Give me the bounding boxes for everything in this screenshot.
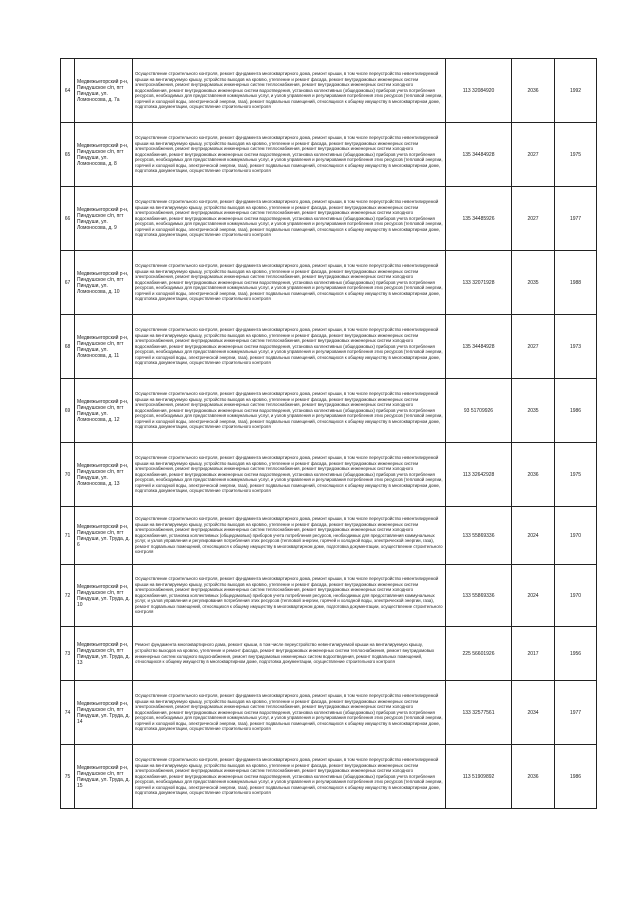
- table-row: [61, 681, 597, 745]
- works-description: Осуществление строительного контроля, ремонт фундамента многоквартирного дома, ремонт крыши, в том числе переустройство невентилируемой крыши на вентилируемую крышу, устройство выходов на кровлю, утепление и ремонт фасада, ремонт внутридомовых инженерных систем электроснабжения, ремонт внутридомовых инженерных систем теплоснабжения, ремонт внутридомовых инженерных систем холодного водоснабжения, ремонт внутридомовых инженерных систем водоотведения, установка коллективных (общедомовых) приборов учета потребления ресурсов, необходимых для предоставления коммунальных услуг, и узлов управления и регулирования потребления этих ресурсов (тепловой энергии, горячей и холодной воды, электрической энергии, газа), ремонт подвальных помещений, относящихся к общему имуществу в многоквартирном доме, подготовка документации, осуществление строительного контроля: [133, 443, 446, 507]
- works-description: Ремонт фундамента многоквартирного дома, ремонт крыши, в том числе переустройство невентилируемой крыши на вентилируемую крышу, устройство выходов на кровлю, утепление и ремонт фасада, ремонт внутридомовых инженерных систем теплоснабжения, ремонт внутридомовых инженерных систем холодного водоснабжения, ремонт внутридомовых инженерных систем водоотведения, ремонт подвальных помещений, относящихся к общему имуществу в многоквартирном доме, подготовка документации, осуществление строительного контроля: [133, 627, 446, 681]
- total-cost: 135 34485926: [446, 187, 512, 251]
- year-built: 1988: [555, 251, 597, 315]
- total-cost: 113 32084920: [446, 59, 512, 123]
- works-description: Осуществление строительного контроля, ремонт фундамента многоквартирного дома, ремонт крыши, в том числе переустройство невентилируемой крыши на вентилируемую крышу, устройство выходов на кровлю, утепление и ремонт фасада, ремонт внутридомовых инженерных систем электроснабжения, ремонт внутридомовых инженерных систем теплоснабжения, ремонт внутридомовых инженерных систем холодного водоснабжения, ремонт внутридомовых инженерных систем водоотведения, установка коллективных (общедомовых) приборов учета потребления ресурсов, необходимых для предоставления коммунальных услуг, и узлов управления и регулирования потребления этих ресурсов (тепловой энергии, горячей и холодной воды, электрической энергии, газа), ремонт подвальных помещений, относящихся к общему имуществу в многоквартирном доме, подготовка документации, осуществление строительного контроля: [133, 681, 446, 745]
- year-built: 1977: [555, 681, 597, 745]
- total-cost: 133 32071928: [446, 251, 512, 315]
- row-number: 75: [61, 745, 75, 809]
- year-built: 1973: [555, 315, 597, 379]
- row-number: 74: [61, 681, 75, 745]
- house-address: Медвежьегорский р-н, Пиндушское с/п, пгт Пиндуши, ул. Ломоносова, д. 11: [75, 315, 133, 379]
- total-cost: 133 32577561: [446, 681, 512, 745]
- year-built: 1975: [555, 443, 597, 507]
- planned-year: 2027: [512, 315, 555, 379]
- planned-year: 2036: [512, 443, 555, 507]
- house-address: Медвежьегорский р-н, Пиндушское с/п, пгт Пиндуши, ул. Ломоносова, д. 12: [75, 379, 133, 443]
- table-row: [61, 443, 597, 507]
- house-address: Медвежьегорский р-н, Пиндушское с/п, пгт Пиндуши, ул. Труда, д. 6: [75, 507, 133, 565]
- row-number: 72: [61, 565, 75, 627]
- year-built: 1970: [555, 507, 597, 565]
- total-cost: 225 56601926: [446, 627, 512, 681]
- table-row: [61, 123, 597, 187]
- total-cost: 133 55869336: [446, 565, 512, 627]
- year-built: 1992: [555, 59, 597, 123]
- house-address: Медвежьегорский р-н, Пиндушское с/п, пгт Пиндуши, ул. Ломоносова, д. 8: [75, 123, 133, 187]
- house-address: Медвежьегорский р-н, Пиндушское с/п, пгт Пиндуши, ул. Труда, д. 15: [75, 745, 133, 809]
- works-description: Осуществление строительного контроля, ремонт фундамента многоквартирного дома, ремонт крыши, в том числе переустройство невентилируемой крыши на вентилируемую крышу, устройство выходов на кровлю, утепление и ремонт фасада, ремонт внутридомовых инженерных систем электроснабжения, ремонт внутридомовых инженерных систем теплоснабжения, ремонт внутридомовых инженерных систем холодного водоснабжения, ремонт внутридомовых инженерных систем водоотведения, установка коллективных (общедомовых) приборов учета потребления ресурсов, необходимых для предоставления коммунальных услуг, и узлов управления и регулирования потребления этих ресурсов (тепловой энергии, горячей и холодной воды, электрической энергии, газа), ремонт подвальных помещений, относящихся к общему имуществу в многоквартирном доме, подготовка документации, осуществление строительного контроля: [133, 123, 446, 187]
- row-number: 67: [61, 251, 75, 315]
- table-row: [61, 565, 597, 627]
- total-cost: 133 55869336: [446, 507, 512, 565]
- row-number: 65: [61, 123, 75, 187]
- total-cost: 93 51709926: [446, 379, 512, 443]
- year-built: 1986: [555, 745, 597, 809]
- planned-year: 2027: [512, 187, 555, 251]
- planned-year: 2035: [512, 379, 555, 443]
- total-cost: 113 32642928: [446, 443, 512, 507]
- planned-year: 2024: [512, 565, 555, 627]
- house-address: Медвежьегорский р-н, Пиндушское с/п, пгт Пиндуши, ул. Ломоносова, д. 10: [75, 251, 133, 315]
- planned-year: 2017: [512, 627, 555, 681]
- planned-year: 2034: [512, 681, 555, 745]
- works-description: Осуществление строительного контроля, ремонт фундамента многоквартирного дома, ремонт крыши, в том числе переустройство невентилируемой крыши на вентилируемую крышу, устройство выходов на кровлю, утепление и ремонт фасада, ремонт внутридомовых инженерных систем электроснабжения, ремонт внутридомовых инженерных систем теплоснабжения, ремонт внутридомовых инженерных систем холодного водоснабжения, ремонт внутридомовых инженерных систем водоотведения, установка коллективных (общедомовых) приборов учета потребления ресурсов, необходимых для предоставления коммунальных услуг, и узлов управления и регулирования потребления этих ресурсов (тепловой энергии, горячей и холодной воды, электрической энергии, газа), ремонт подвальных помещений, относящихся к общему имуществу в многоквартирном доме, подготовка документации, осуществление строительного контроля: [133, 187, 446, 251]
- table-row: [61, 315, 597, 379]
- works-description: Осуществление строительного контроля, ремонт фундамента многоквартирного дома, ремонт крыши, в том числе переустройство невентилируемой крыши на вентилируемую крышу, устройство выходов на кровлю, утепление и ремонт фасада, ремонт внутридомовых инженерных систем электроснабжения, ремонт внутридомовых инженерных систем теплоснабжения, ремонт внутридомовых инженерных систем холодного водоснабжения, ремонт внутридомовых инженерных систем водоотведения, установка коллективных (общедомовых) приборов учета потребления ресурсов, необходимых для предоставления коммунальных услуг, и узлов управления и регулирования потребления этих ресурсов (тепловой энергии, горячей и холодной воды, электрической энергии, газа), ремонт подвальных помещений, относящихся к общему имуществу в многоквартирном доме, подготовка документации, осуществление строительного контроля: [133, 251, 446, 315]
- table-row: [61, 627, 597, 681]
- table-row: [61, 507, 597, 565]
- table-row: [61, 379, 597, 443]
- year-built: 1970: [555, 565, 597, 627]
- repair-program-table: [60, 58, 597, 809]
- planned-year: 2024: [512, 507, 555, 565]
- planned-year: 2027: [512, 123, 555, 187]
- house-address: Медвежьегорский р-н, Пиндушское с/п, пгт Пиндуши, ул. Труда, д. 13: [75, 627, 133, 681]
- house-address: Медвежьегорский р-н, Пиндушское с/п, пгт Пиндуши, ул. Ломоносова, д. 7а: [75, 59, 133, 123]
- house-address: Медвежьегорский р-н, Пиндушское с/п, пгт Пиндуши, ул. Ломоносова, д. 13: [75, 443, 133, 507]
- works-description: Осуществление строительного контроля, ремонт фундамента многоквартирного дома, ремонт крыши, в том числе переустройство невентилируемой крыши на вентилируемую крышу, устройство выходов на кровлю, утепление и ремонт фасада, ремонт внутридомовых инженерных систем электроснабжения, ремонт внутридомовых инженерных систем теплоснабжения, ремонт внутридомовых инженерных систем холодного водоснабжения, ремонт внутридомовых инженерных систем водоотведения, установка коллективных (общедомовых) приборов учета потребления ресурсов, необходимых для предоставления коммунальных услуг, и узлов управления и регулирования потребления этих ресурсов (тепловой энергии, горячей и холодной воды, электрической энергии, газа), ремонт подвальных помещений, относящихся к общему имуществу в многоквартирном доме, подготовка документации, осуществление строительного контроля: [133, 379, 446, 443]
- house-address: Медвежьегорский р-н, Пиндушское с/п, пгт Пиндуши, ул. Ломоносова, д. 9: [75, 187, 133, 251]
- table-row: [61, 251, 597, 315]
- table-row: [61, 187, 597, 251]
- year-built: 1975: [555, 123, 597, 187]
- year-built: 1956: [555, 627, 597, 681]
- year-built: 1986: [555, 379, 597, 443]
- row-number: 64: [61, 59, 75, 123]
- planned-year: 2036: [512, 745, 555, 809]
- total-cost: 135 34484928: [446, 123, 512, 187]
- works-description: Осуществление строительного контроля, ремонт фундамента многоквартирного дома, ремонт крыши, в том числе переустройство невентилируемой крыши на вентилируемую крышу, устройство выходов на кровлю, утепление и ремонт фасада, ремонт внутридомовых инженерных систем электроснабжения, ремонт внутридомовых инженерных систем теплоснабжения, ремонт внутридомовых инженерных систем холодного водоснабжения, установка коллективных (общедомовых) приборов учета потребления ресурсов, необходимых для предоставления коммунальных услуг, и узлов управления и регулирования потребления этих ресурсов (тепловой энергии, горячей и холодной воды, электрической энергии, газа), ремонт подвальных помещений, относящихся к общему имуществу в многоквартирном доме, подготовка документации, осуществление строительного контроля: [133, 507, 446, 565]
- table-row: [61, 745, 597, 809]
- house-address: Медвежьегорский р-н, Пиндушское с/п, пгт Пиндуши, ул. Труда, д. 10: [75, 565, 133, 627]
- row-number: 66: [61, 187, 75, 251]
- document-page: [60, 58, 596, 809]
- house-address: Медвежьегорский р-н, Пиндушское с/п, пгт Пиндуши, ул. Труда, д. 14: [75, 681, 133, 745]
- works-description: Осуществление строительного контроля, ремонт фундамента многоквартирного дома, ремонт крыши, в том числе переустройство невентилируемой крыши на вентилируемую крышу, устройство выходов на кровлю, утепление и ремонт фасада, ремонт внутридомовых инженерных систем электроснабжения, ремонт внутридомовых инженерных систем теплоснабжения, ремонт внутридомовых инженерных систем холодного водоснабжения, ремонт внутридомовых инженерных систем водоотведения, установка коллективных (общедомовых) приборов учета потребления ресурсов, необходимых для предоставления коммунальных услуг, и узлов управления и регулирования потребления этих ресурсов (тепловой энергии, горячей и холодной воды, электрической энергии, газа), ремонт подвальных помещений, относящихся к общему имуществу в многоквартирном доме, подготовка документации, осуществление строительного контроля: [133, 59, 446, 123]
- planned-year: 2036: [512, 59, 555, 123]
- total-cost: 135 34484928: [446, 315, 512, 379]
- total-cost: 113 51909892: [446, 745, 512, 809]
- row-number: 70: [61, 443, 75, 507]
- row-number: 69: [61, 379, 75, 443]
- works-description: Осуществление строительного контроля, ремонт фундамента многоквартирного дома, ремонт крыши, в том числе переустройство невентилируемой крыши на вентилируемую крышу, устройство выходов на кровлю, утепление и ремонт фасада, ремонт внутридомовых инженерных систем электроснабжения, ремонт внутридомовых инженерных систем теплоснабжения, ремонт внутридомовых инженерных систем холодного водоснабжения, ремонт внутридомовых инженерных систем водоотведения, установка коллективных (общедомовых) приборов учета потребления ресурсов, необходимых для предоставления коммунальных услуг, и узлов управления и регулирования потребления этих ресурсов (тепловой энергии, горячей и холодной воды, электрической энергии, газа), ремонт подвальных помещений, относящихся к общему имуществу в многоквартирном доме, подготовка документации, осуществление строительного контроля: [133, 745, 446, 809]
- row-number: 73: [61, 627, 75, 681]
- row-number: 71: [61, 507, 75, 565]
- table-row: [61, 59, 597, 123]
- works-description: Осуществление строительного контроля, ремонт фундамента многоквартирного дома, ремонт крыши, в том числе переустройство невентилируемой крыши на вентилируемую крышу, устройство выходов на кровлю, утепление и ремонт фасада, ремонт внутридомовых инженерных систем электроснабжения, ремонт внутридомовых инженерных систем теплоснабжения, ремонт внутридомовых инженерных систем холодного водоснабжения, ремонт внутридомовых инженерных систем водоотведения, установка коллективных (общедомовых) приборов учета потребления ресурсов, необходимых для предоставления коммунальных услуг, и узлов управления и регулирования потребления этих ресурсов (тепловой энергии, горячей и холодной воды, электрической энергии, газа), ремонт подвальных помещений, относящихся к общему имуществу в многоквартирном доме, подготовка документации, осуществление строительного контроля: [133, 315, 446, 379]
- planned-year: 2035: [512, 251, 555, 315]
- row-number: 68: [61, 315, 75, 379]
- year-built: 1977: [555, 187, 597, 251]
- works-description: Осуществление строительного контроля, ремонт фундамента многоквартирного дома, ремонт крыши, в том числе переустройство невентилируемой крыши на вентилируемую крышу, устройство выходов на кровлю, утепление и ремонт фасада, ремонт внутридомовых инженерных систем электроснабжения, ремонт внутридомовых инженерных систем теплоснабжения, ремонт внутридомовых инженерных систем холодного водоснабжения, установка коллективных (общедомовых) приборов учета потребления ресурсов, необходимых для предоставления коммунальных услуг, и узлов управления и регулирования потребления этих ресурсов (тепловой энергии, горячей и холодной воды, электрической энергии, газа), ремонт подвальных помещений, относящихся к общему имуществу в многоквартирном доме, подготовка документации, осуществление строительного контроля: [133, 565, 446, 627]
